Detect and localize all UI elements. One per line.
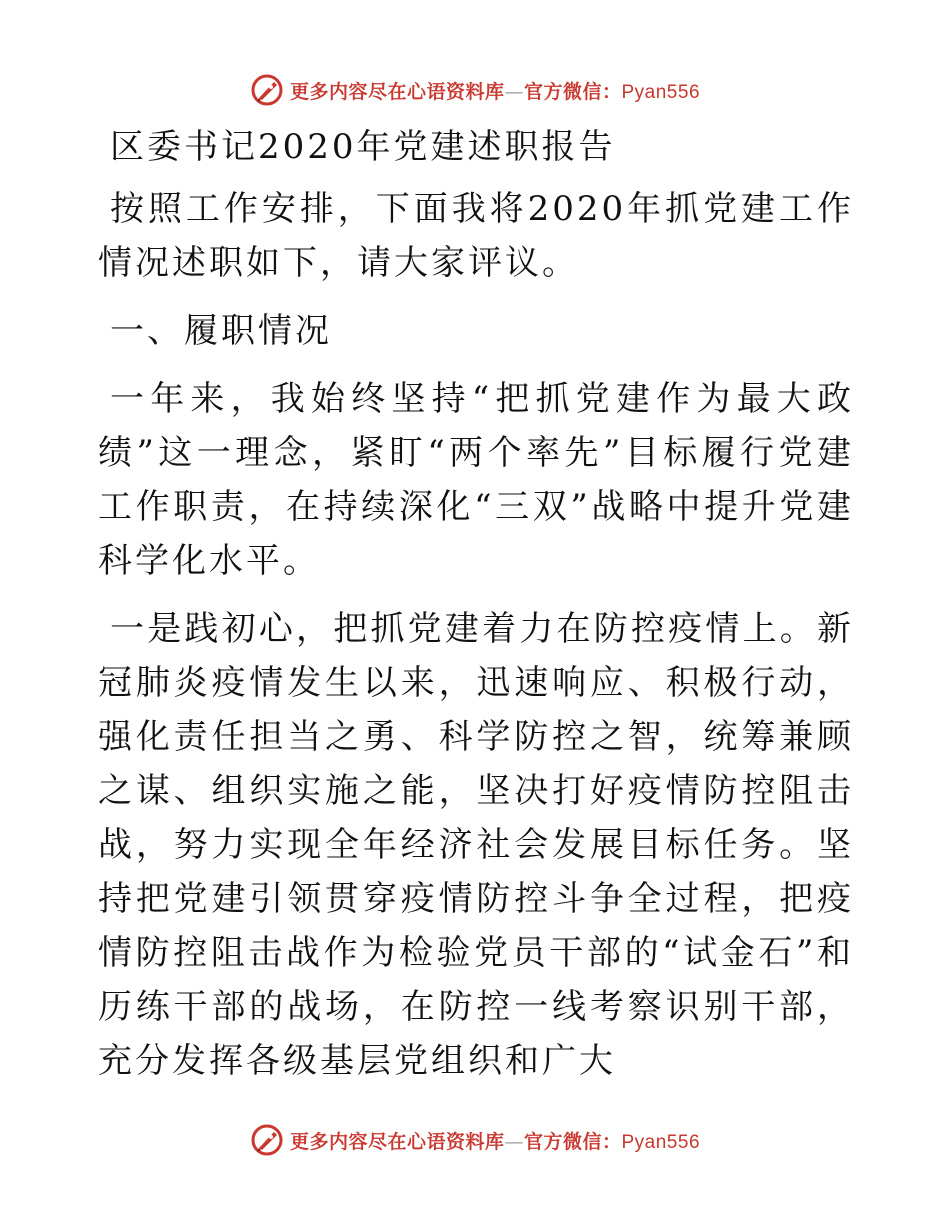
paragraph-overview: 一年来，我始终坚持“把抓党建作为最大政绩”这一理念，紧盯“两个率先”目标履行党建工作职责，在持续深化“三双”战略中提升党建科学化水平。 (98, 379, 854, 581)
document-title: 区委书记2020年党建述职报告 (110, 127, 616, 167)
section-heading-duty: 一、履职情况 (110, 311, 332, 351)
paragraph-epidemic: 一是践初心，把抓党建着力在防控疫情上。新冠肺炎疫情发生以来，迅速响应、积极行动，强化责任担当之勇、科学防控之智，统筹兼顾之谋、组织实施之能，坚决打好疫情防控阻击战，努力实现全年经济社会发展目标任务。坚持把党建引领贯穿疫情防控斗争全过程，把疫情防控阻击战作为检验党员干部的“试金石”和历练干部的战场，在防控一线考察识别干部，充分发挥各级基层党组织和广大 (98, 609, 854, 1081)
watermark-text (290, 77, 700, 104)
watermark-wechat-id: Pyan556 (621, 1131, 701, 1153)
quill-pen-logo-icon (250, 73, 284, 107)
watermark-header (0, 72, 950, 108)
watermark-main-text: 更多内容尽在心语资料库 (289, 1130, 505, 1153)
watermark-main-text: 更多内容尽在心语资料库 (289, 80, 505, 103)
quill-pen-logo-icon (250, 1123, 284, 1157)
watermark-dash: — (504, 80, 524, 103)
watermark-dash: — (504, 1130, 524, 1153)
watermark-official-label: 官方微信： (523, 1130, 622, 1153)
watermark-official-label: 官方微信： (523, 80, 622, 103)
paragraph-intro: 按照工作安排，下面我将2020年抓党建工作情况述职如下，请大家评议。 (98, 189, 854, 283)
watermark-text (290, 1127, 700, 1154)
document-body (98, 122, 854, 1102)
watermark-footer (0, 1122, 950, 1158)
watermark-wechat-id: Pyan556 (621, 81, 701, 103)
